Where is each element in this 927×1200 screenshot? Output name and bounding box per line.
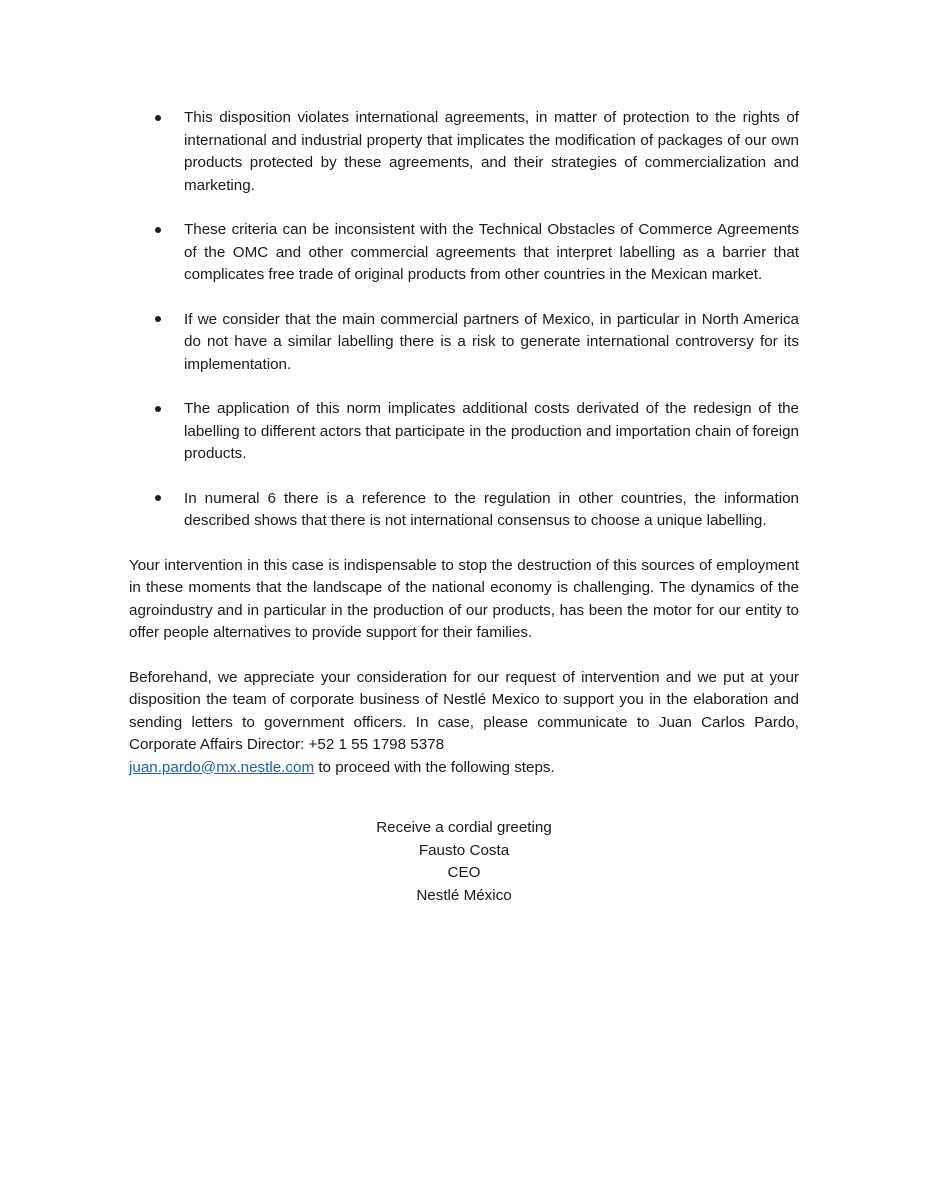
bullet-item [129, 398, 799, 466]
bullet-text: The application of this norm implicates additional costs derivated of the redesign of the labelling to different actors that participate in the production and importation chain of foreign products. [184, 400, 799, 462]
bullet-item [129, 107, 799, 197]
bullet-dot-icon [155, 227, 161, 233]
bullet-text: This disposition violates international agreements, in matter of protection to the rights of international and industrial property that implicates the modification of packages of our own products protected by these agreements, and their strategies of commercialization and marketing. [184, 109, 799, 194]
bullet-text: These criteria can be inconsistent with the Technical Obstacles of Commerce Agreements of the OMC and other commercial agreements that interpret labelling as a barrier that complicates free trade of original products from other countries in the Mexican market. [184, 221, 799, 283]
contact-closing-text: to proceed with the following steps. [314, 758, 555, 776]
bullet-item [129, 309, 799, 377]
bullet-dot-icon [155, 495, 161, 501]
signer-name: Fausto Costa [418, 841, 510, 859]
signer-title: CEO [447, 864, 481, 881]
bullet-dot-icon [155, 406, 161, 412]
intervention-paragraph: Your intervention in this case is indispensable to stop the destruction of this sources of employment in these moments that the landscape of the national economy is challenging. The dynamics of the agroindustry and in particular in the production of our products, has been the motor for our entity to offer people alternatives to provide support for their families. [129, 556, 799, 641]
bullet-dot-icon [155, 115, 161, 121]
bullet-dot-icon [155, 316, 161, 322]
bullet-item [129, 219, 799, 287]
bullet-text: If we consider that the main commercial partners of Mexico, in particular in North America do not have a similar labelling there is a risk to generate international controversy for its implementation. [184, 310, 799, 373]
bullet-item [129, 488, 799, 533]
contact-paragraph [129, 667, 799, 780]
signature-block [129, 817, 799, 907]
letter-body [129, 107, 799, 907]
contact-text: Beforehand, we appreciate your consideration for our request of intervention and we put at your disposition the team of corporate business of Nestlé Mexico to support you in the elaboration and sending letters to government officers. In case, please communicate to Juan Carlos Pardo, Corporate Affairs Director: +52 1 55 1798 5378 [129, 668, 799, 753]
email-link[interactable]: juan.pardo@mx.nestle.com [129, 758, 315, 776]
greeting: Receive a cordial greeting [376, 819, 552, 836]
signer-company: Nestlé México [416, 886, 512, 904]
bullet-list [129, 107, 799, 533]
bullet-text: In numeral 6 there is a reference to the regulation in other countries, the information described shows that there is not international consensus to choose a unique labelling. [184, 489, 799, 529]
